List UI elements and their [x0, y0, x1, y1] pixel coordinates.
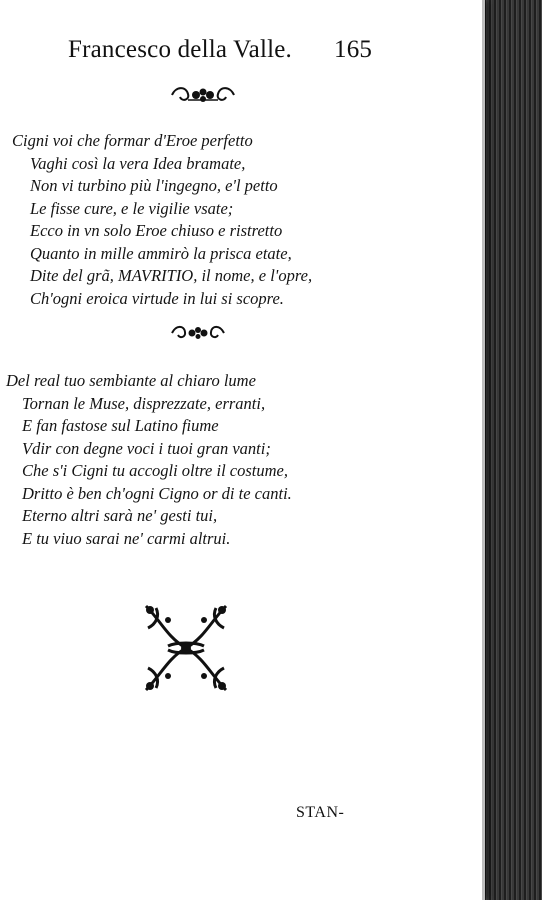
verse-line: Vdir con degne voci i tuoi gran vanti; [22, 438, 271, 458]
verse-line: Dritto è ben ch'ogni Cigno or di te canti. [22, 483, 292, 503]
page-number: 165 [334, 36, 373, 63]
verse-line: E fan fastose sul Latino fiume [22, 416, 219, 435]
verse-line: Quanto in mille ammirò la prisca etate, [30, 243, 292, 263]
verse-line: Le fisse cure, e le vigilie vsate; [30, 198, 234, 218]
floral-ornament-icon [168, 84, 238, 106]
verse-line: Del real tuo sembiante al chiaro lume [6, 371, 256, 390]
verse-line: E tu viuo sarai ne' carmi altrui. [22, 528, 231, 548]
verse-line: Ecco in vn solo Eroe chiuso e ristretto [30, 221, 283, 240]
verse-line: Non vi turbino più l'ingegno, e'l petto [30, 176, 278, 195]
verse-line: Cigni voi che formar d'Eroe perfetto [12, 131, 253, 150]
verse-line: Dite del grã, MAVRITIO, il nome, e l'opre, [30, 266, 313, 285]
verse-line: Che s'i Cigni tu accogli oltre il costume, [22, 461, 288, 480]
tailpiece-ornament-icon [138, 598, 234, 698]
stanza-2 [6, 370, 292, 550]
stanza-1 [12, 130, 312, 310]
verse-line: Eterno altri sarà ne' gesti tui, [22, 506, 218, 525]
verse-line: Vaghi così la vera Idea bramate, [30, 153, 246, 173]
verse-line: Ch'ogni eroica virtude in lui si scopre. [30, 288, 284, 308]
catchword: STAN- [296, 804, 345, 821]
floral-ornament-icon [168, 322, 228, 344]
verse-line: Tornan le Muse, disprezzate, erranti, [22, 393, 266, 413]
running-header [68, 36, 373, 72]
running-title: Francesco della Valle. [68, 36, 292, 63]
